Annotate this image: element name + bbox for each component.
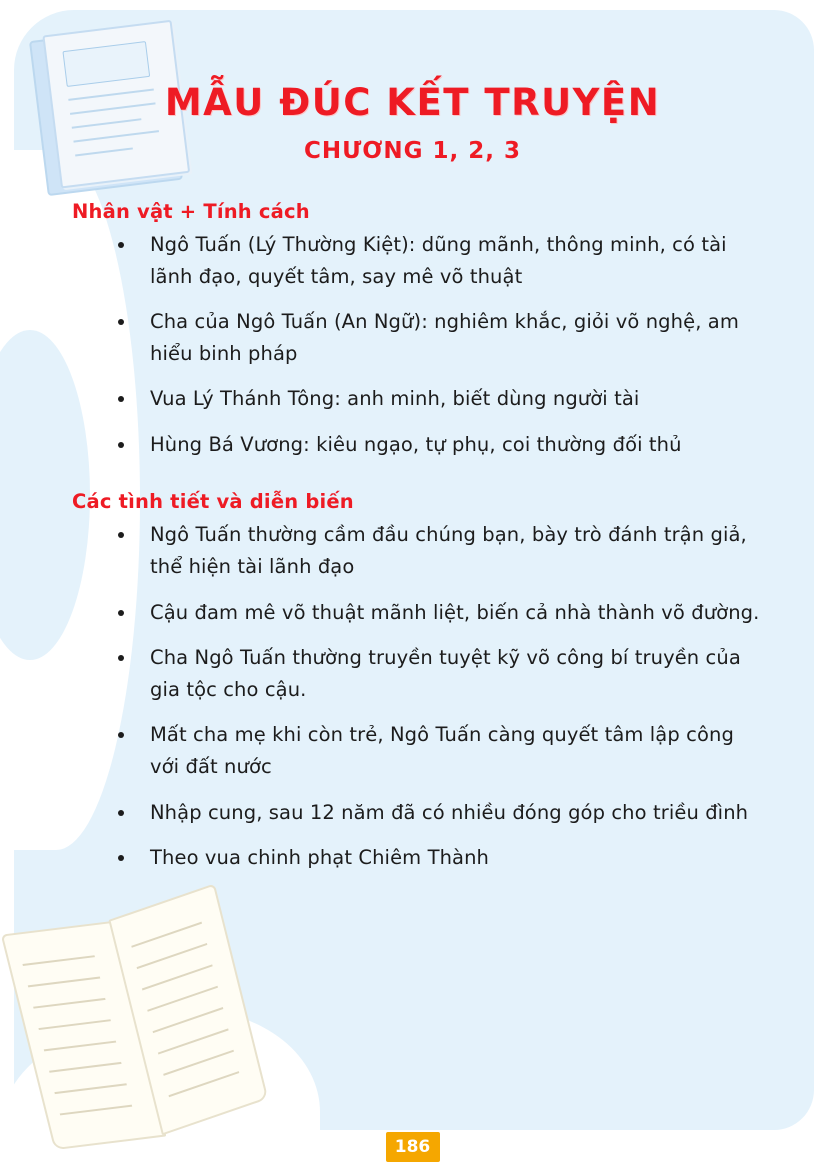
page-number-badge: 186 (386, 1132, 440, 1162)
list-item: Mất cha mẹ khi còn trẻ, Ngô Tuấn càng quyết tâm lập công với đất nước (112, 719, 768, 782)
list-item: Vua Lý Thánh Tông: anh minh, biết dùng người tài (112, 383, 768, 415)
list-item: Ngô Tuấn thường cầm đầu chúng bạn, bày trò đánh trận giả, thể hiện tài lãnh đạo (112, 519, 768, 582)
section-heading: Nhân vật + Tính cách (72, 200, 310, 223)
section-plot (68, 490, 768, 873)
bullet-list (68, 519, 768, 873)
page-subtitle: CHƯƠNG 1, 2, 3 (303, 138, 522, 165)
page-content (68, 200, 768, 888)
list-item: Theo vua chinh phạt Chiêm Thành (112, 842, 768, 874)
list-item: Nhập cung, sau 12 năm đã có nhiều đóng góp cho triều đình (112, 797, 768, 829)
list-item: Hùng Bá Vương: kiêu ngạo, tự phụ, coi thường đối thủ (112, 429, 768, 461)
list-item: Cha của Ngô Tuấn (An Ngữ): nghiêm khắc, giỏi võ nghệ, am hiểu binh pháp (112, 306, 768, 369)
section-heading: Các tình tiết và diễn biến (72, 490, 354, 514)
page-title: MẪU ĐÚC KẾT TRUYỆN (164, 81, 661, 124)
section-characters (68, 200, 768, 460)
page-header (0, 80, 825, 164)
bullet-list (68, 229, 768, 460)
list-item: Cậu đam mê võ thuật mãnh liệt, biến cả nhà thành võ đường. (112, 597, 768, 629)
list-item: Cha Ngô Tuấn thường truyền tuyệt kỹ võ công bí truyền của gia tộc cho cậu. (112, 642, 768, 705)
list-item: Ngô Tuấn (Lý Thường Kiệt): dũng mãnh, thông minh, có tài lãnh đạo, quyết tâm, say mê võ thuật (112, 229, 768, 292)
